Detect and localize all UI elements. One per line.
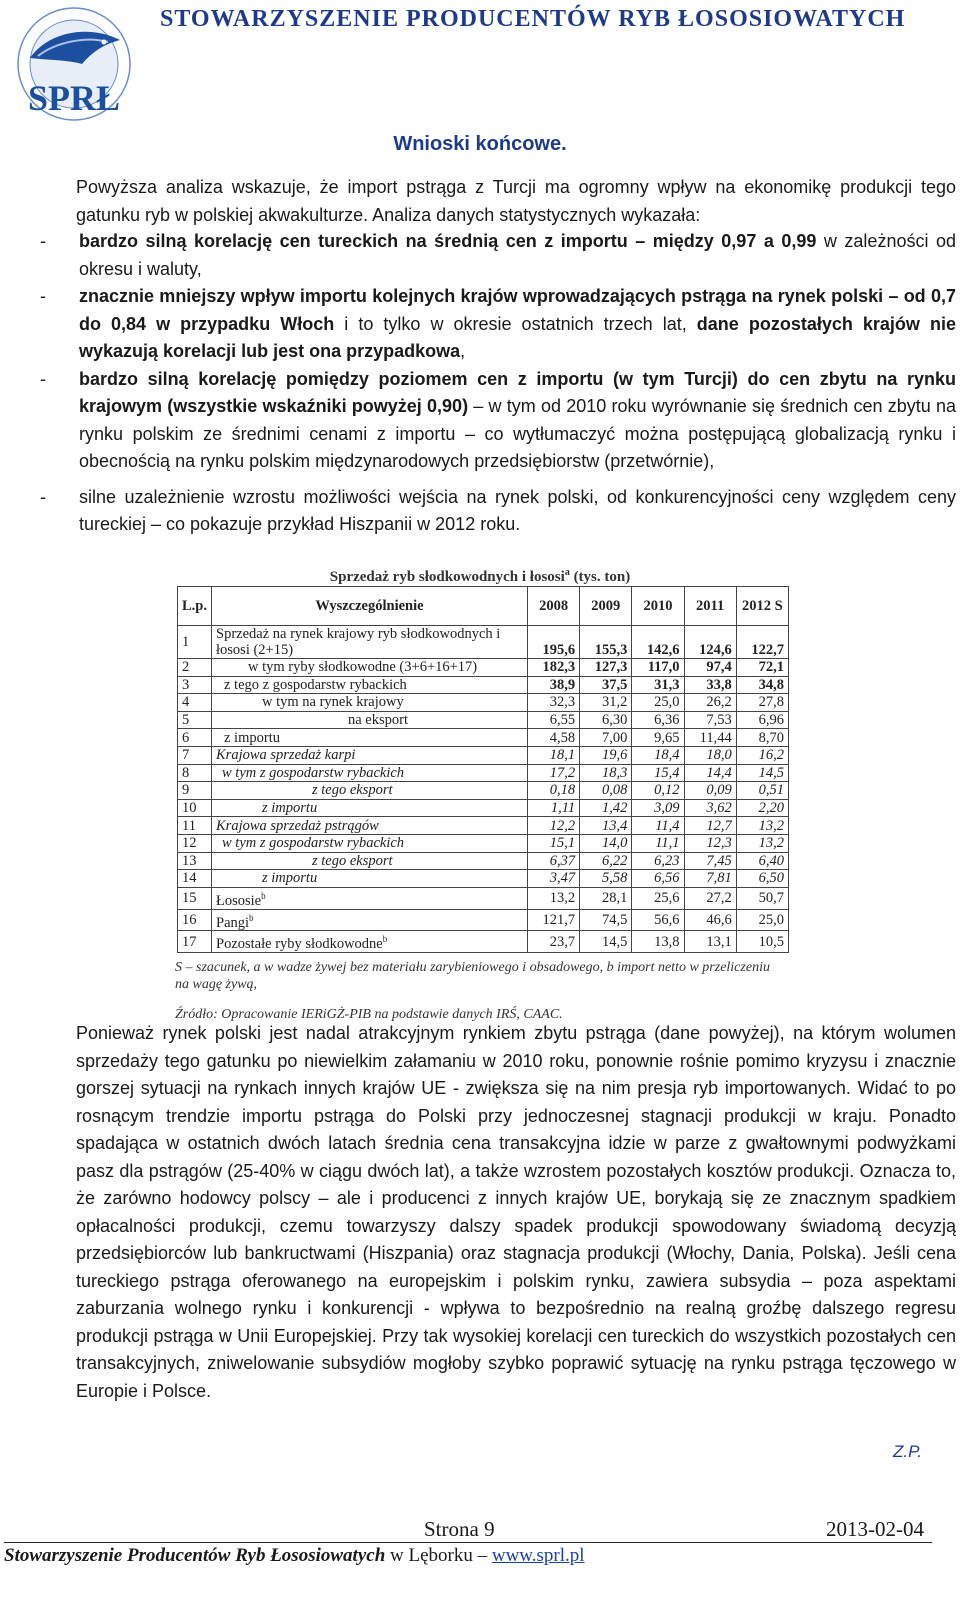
col-header: 2011 xyxy=(684,587,736,626)
table-cell: 14,5 xyxy=(580,931,632,953)
row-label: Krajowa sprzedaż karpi xyxy=(216,747,356,764)
table-row xyxy=(178,764,789,782)
table-cell: 0,09 xyxy=(684,782,736,800)
org-title: STOWARZYSZENIE PRODUCENTÓW RYB ŁOSOSIOWATYCH xyxy=(160,6,906,32)
table-row xyxy=(178,729,789,747)
table-cell: 12,3 xyxy=(684,834,736,852)
table-cell: 3,47 xyxy=(527,870,579,888)
bullet-dash: - xyxy=(40,368,46,389)
table-cell: 8,70 xyxy=(736,729,788,747)
row-description xyxy=(212,852,528,870)
table-cell: 11,1 xyxy=(632,834,684,852)
row-number: 3 xyxy=(178,676,212,694)
table-row xyxy=(178,817,789,835)
row-description xyxy=(212,764,528,782)
table-cell: 195,6 xyxy=(527,626,579,659)
table-body xyxy=(178,626,789,953)
text: , xyxy=(460,341,466,361)
table-cell: 38,9 xyxy=(527,676,579,694)
table-cell: 1,42 xyxy=(580,799,632,817)
row-label: na eksport xyxy=(348,712,408,729)
table-cell: 25,6 xyxy=(632,887,684,909)
table-row xyxy=(178,870,789,888)
table-cell: 31,2 xyxy=(580,694,632,712)
table-cell: 18,3 xyxy=(580,764,632,782)
table-cell: 31,3 xyxy=(632,676,684,694)
table-title-unit: (tys. ton) xyxy=(569,569,631,585)
text: w zależności od okresu i waluty, xyxy=(79,231,956,279)
row-number: 8 xyxy=(178,764,212,782)
row-number: 9 xyxy=(178,782,212,800)
table-cell: 19,6 xyxy=(580,746,632,764)
conclusion-paragraph xyxy=(4,1020,956,1405)
text: silne uzależnienie wzrostu możliwości wejścia na rynek polski, od konkurencyjności ceny względem ceny tureckiej – co pokazuje przykład Hiszpanii w 2012 roku. xyxy=(79,486,956,534)
table-cell: 12,7 xyxy=(684,817,736,835)
table-cell: 14,4 xyxy=(684,764,736,782)
page-number: Strona 9 xyxy=(424,1517,495,1541)
table-cell: 7,53 xyxy=(684,711,736,729)
text: – w tym od 2010 roku wyrównanie się średnich cen zbytu na rynku polskim ze średnimi cenami z importu – co wytłumaczyć można postępującą globalizacją rynku i obecnością na rynku polskim międzynarodowych przedsiębiorstw (przetwórnie), xyxy=(79,396,956,471)
intro-text: Powyższa analiza wskazuje, że import pstrąga z Turcji ma ogromny wpływ na ekonomikę produkcji tego gatunku ryb w polskiej akwakulturze. Analiza danych statystycznych wykazała: xyxy=(76,177,956,225)
table-cell: 13,2 xyxy=(736,834,788,852)
table-cell: 25,0 xyxy=(632,694,684,712)
row-number: 12 xyxy=(178,834,212,852)
table-cell: 6,22 xyxy=(580,852,632,870)
table-cell: 0,12 xyxy=(632,782,684,800)
table-row xyxy=(178,746,789,764)
footer-place: w Lęborku – xyxy=(385,1545,492,1566)
row-description xyxy=(212,887,528,909)
findings-list xyxy=(4,228,956,539)
table-title-text: Sprzedaż ryb słodkowodnych i łososi xyxy=(329,569,565,585)
table-cell: 6,40 xyxy=(736,852,788,870)
conclusion-text: Ponieważ rynek polski jest nadal atrakcyjnym rynkiem zbytu pstrąga (dane powyżej), na którym wolumen sprzedaży tego gatunku po niewielkim załamaniu w 2010 roku, ponownie rośnie pomimo kryzysu i znacznie gorszej sytuacji na rynkach innych krajów UE - zwiększa się na nim presja ryb importowanych. Widać to po rosnącym trendzie importu pstrąga do Polski przy jednoczesnej stagnacji produkcji w kraju. Ponadto spadająca w ostatnich dwóch latach średnia cena transakcyjna idzie w parze z gwałtownymi podwyżkami pasz dla pstrągów (25-40% w ciągu dwóch lat), a także wzrostem pozostałych kosztów produkcji. Oznacza to, że zarówno hodowcy polscy – ale i producenci z innych krajów UE, borykają się ze znacznym spadkiem opłacalności produkcji, czemu towarzyszy dalszy spadek produkcji spowodowany świadomą decyzją przedsiębiorców lub bankructwami (Hiszpania) oraz stagnacja produkcji (Włochy, Dania, Polska). Jeśli cena tureckiego pstrąga oferowanego na europejskim i polskim rynku, zawiera subsydia – poza aspektami zaburzania wolnego rynku i konkurencji - wpływa to bezpośrednio na realną groźbę dalszego regresu produkcji pstrąga w Unii Europejskiej. Przy tak wysokiej korelacji cen tureckich do wszystkich pozostałych cen transakcyjnych, zniwelowanie subsydiów mogłoby szybko poprawić sytuację na rynku pstrąga tęczowego w Europie i Polsce. xyxy=(76,1023,956,1401)
col-header: 2012 S xyxy=(736,587,788,626)
table-cell: 13,2 xyxy=(527,887,579,909)
table-cell: 7,00 xyxy=(580,729,632,747)
table-cell: 13,8 xyxy=(632,931,684,953)
table-cell: 3,62 xyxy=(684,799,736,817)
row-number: 14 xyxy=(178,870,212,888)
row-number: 17 xyxy=(178,931,212,953)
table-cell: 7,45 xyxy=(684,852,736,870)
table-cell: 124,6 xyxy=(684,626,736,659)
row-description xyxy=(212,799,528,817)
row-number: 5 xyxy=(178,711,212,729)
intro-paragraph xyxy=(4,174,956,229)
table-cell: 6,36 xyxy=(632,711,684,729)
table-row xyxy=(178,711,789,729)
list-item xyxy=(4,484,956,539)
table-cell: 6,56 xyxy=(632,870,684,888)
row-label: z tego z gospodarstw rybackich xyxy=(224,676,407,693)
table-notes: S – szacunek, a w wadze żywej bez materiału zarybieniowego i obsadowego, b import netto w przeliczeniu na wagę żywą, xyxy=(175,960,770,993)
list-item xyxy=(4,283,956,366)
table-cell: 74,5 xyxy=(580,909,632,931)
row-number: 10 xyxy=(178,799,212,817)
table-cell: 10,5 xyxy=(736,931,788,953)
logo-text: SPRŁ xyxy=(27,78,121,118)
row-description xyxy=(212,782,528,800)
table-cell: 13,2 xyxy=(736,817,788,835)
footer-link[interactable]: www.sprl.pl xyxy=(491,1545,585,1566)
row-description xyxy=(212,931,528,953)
col-header: 2009 xyxy=(580,587,632,626)
table-cell: 15,1 xyxy=(527,834,579,852)
table-cell: 7,81 xyxy=(684,870,736,888)
row-label: z tego eksport xyxy=(312,852,393,869)
table-cell: 15,4 xyxy=(632,764,684,782)
table-cell: 2,20 xyxy=(736,799,788,817)
table-row xyxy=(178,799,789,817)
table-row xyxy=(178,909,789,931)
text: i to tylko w okresie ostatnich trzech lat, xyxy=(334,313,697,334)
row-label: w tym ryby słodkowodne (3+6+16+17) xyxy=(248,659,478,676)
table-cell: 16,2 xyxy=(736,746,788,764)
footnote-marker: a xyxy=(564,567,570,578)
col-header: L.p. xyxy=(178,587,212,626)
table-cell: 13,4 xyxy=(580,817,632,835)
table-cell: 46,6 xyxy=(684,909,736,931)
row-description xyxy=(212,746,528,764)
table-cell: 18,0 xyxy=(684,746,736,764)
footnote-marker: b xyxy=(382,934,388,945)
table-cell: 34,8 xyxy=(736,676,788,694)
table-row xyxy=(178,626,789,659)
bold-text: bardzo silną korelację pomiędzy poziomem cen z importu (w tym Turcji) do cen zbytu na rynku krajowym (wszystkie wskaźniki powyżej 0,90) xyxy=(79,368,956,416)
list-item xyxy=(4,366,956,476)
row-label: w tym z gospodarstw rybackich xyxy=(222,835,405,852)
author-signature: Z.P. xyxy=(893,1442,922,1461)
col-header: Wyszczególnienie xyxy=(212,587,528,626)
row-number: 1 xyxy=(178,626,212,659)
table-cell: 5,58 xyxy=(580,870,632,888)
table-cell: 14,0 xyxy=(580,834,632,852)
table-cell: 6,30 xyxy=(580,711,632,729)
table-cell: 6,55 xyxy=(527,711,579,729)
table-cell: 27,2 xyxy=(684,887,736,909)
table-cell: 11,44 xyxy=(684,729,736,747)
row-label: z tego eksport xyxy=(312,782,393,799)
footer-divider xyxy=(4,1542,932,1543)
row-label: z importu xyxy=(262,800,318,817)
table-row xyxy=(178,659,789,677)
sales-table-figure xyxy=(175,560,795,1023)
row-description xyxy=(212,626,528,659)
table-cell: 50,7 xyxy=(736,887,788,909)
row-number: 7 xyxy=(178,746,212,764)
table-cell: 6,50 xyxy=(736,870,788,888)
table-row xyxy=(178,694,789,712)
table-row xyxy=(178,676,789,694)
sales-table xyxy=(177,586,789,953)
footer xyxy=(4,1545,585,1567)
row-label: Sprzedaż na rynek krajowy ryb słodkowodnych i łososi (2+15) xyxy=(216,626,501,658)
table-cell: 155,3 xyxy=(580,626,632,659)
bullet-dash: - xyxy=(40,286,46,306)
table-cell: 72,1 xyxy=(736,659,788,677)
col-header: 2010 xyxy=(632,587,684,626)
table-row xyxy=(178,852,789,870)
table-cell: 0,51 xyxy=(736,782,788,800)
table-cell: 18,4 xyxy=(632,746,684,764)
table-cell: 1,11 xyxy=(527,799,579,817)
table-cell: 0,08 xyxy=(580,782,632,800)
table-cell: 23,7 xyxy=(527,931,579,953)
row-label: z importu xyxy=(224,729,280,746)
bold-text: bardzo silną korelację cen tureckich na średnią cen z importu – między 0,97 a 0,99 xyxy=(79,231,817,251)
row-number: 11 xyxy=(178,817,212,835)
footnote-marker: b xyxy=(261,890,266,901)
table-cell: 6,96 xyxy=(736,711,788,729)
table-title xyxy=(165,560,795,586)
table-cell: 18,1 xyxy=(527,746,579,764)
row-number: 4 xyxy=(178,694,212,712)
table-cell: 117,0 xyxy=(632,659,684,677)
table-cell: 6,37 xyxy=(527,852,579,870)
col-header: 2008 xyxy=(527,587,579,626)
table-cell: 3,09 xyxy=(632,799,684,817)
row-label: Łososie xyxy=(216,892,262,909)
table-cell: 9,65 xyxy=(632,729,684,747)
table-row xyxy=(178,931,789,953)
row-description xyxy=(212,834,528,852)
document-date: 2013-02-04 xyxy=(826,1517,924,1541)
row-description xyxy=(212,694,528,712)
table-source: Źródło: Opracowanie IERiGŻ-PIB na podstawie danych IRŚ, CAAC. xyxy=(175,1007,563,1023)
row-number: 2 xyxy=(178,659,212,677)
sprl-logo-icon xyxy=(8,6,140,124)
table-cell: 17,2 xyxy=(527,764,579,782)
bullet-dash: - xyxy=(40,486,46,507)
table-cell: 6,23 xyxy=(632,852,684,870)
row-number: 15 xyxy=(178,887,212,909)
table-cell: 28,1 xyxy=(580,887,632,909)
row-description xyxy=(212,659,528,677)
bullet-dash: - xyxy=(40,231,46,251)
table-cell: 121,7 xyxy=(527,909,579,931)
row-label: Krajowa sprzedaż pstrągów xyxy=(216,817,379,834)
table-cell: 127,3 xyxy=(580,659,632,677)
section-heading: Wnioski końcowe. xyxy=(393,133,567,155)
row-label: Pozostałe ryby słodkowodne xyxy=(216,936,383,953)
row-description xyxy=(212,870,528,888)
table-cell: 182,3 xyxy=(527,659,579,677)
bold-text: znacznie mniejszy wpływ importu kolejnych krajów wprowadzających pstrąga na rynek polski – od 0,7 do 0,84 w przypadku Włoch xyxy=(79,286,956,334)
table-cell: 37,5 xyxy=(580,676,632,694)
list-item xyxy=(4,228,956,283)
row-label: w tym na rynek krajowy xyxy=(262,694,404,711)
table-cell: 142,6 xyxy=(632,626,684,659)
row-label: Pangi xyxy=(216,914,250,931)
row-description xyxy=(212,729,528,747)
table-cell: 14,5 xyxy=(736,764,788,782)
row-number: 6 xyxy=(178,729,212,747)
table-header-row xyxy=(178,587,789,626)
table-cell: 33,8 xyxy=(684,676,736,694)
table-row xyxy=(178,834,789,852)
row-description xyxy=(212,711,528,729)
table-cell: 4,58 xyxy=(527,729,579,747)
row-label: w tym z gospodarstw rybackich xyxy=(222,764,405,781)
footnote-marker: b xyxy=(249,912,254,923)
table-cell: 0,18 xyxy=(527,782,579,800)
table-cell: 26,2 xyxy=(684,694,736,712)
row-label: z importu xyxy=(262,870,318,887)
sprl-logo xyxy=(8,6,140,124)
footer-org: Stowarzyszenie Producentów Ryb Łososiowatych xyxy=(4,1545,386,1566)
table-cell: 32,3 xyxy=(527,694,579,712)
row-description xyxy=(212,817,528,835)
bold-text: dane pozostałych krajów nie wykazują korelacji lub jest ona przypadkowa xyxy=(79,313,956,361)
table-cell: 56,6 xyxy=(632,909,684,931)
table-cell: 97,4 xyxy=(684,659,736,677)
table-row xyxy=(178,887,789,909)
row-number: 13 xyxy=(178,852,212,870)
row-description xyxy=(212,909,528,931)
table-cell: 11,4 xyxy=(632,817,684,835)
table-cell: 122,7 xyxy=(736,626,788,659)
table-row xyxy=(178,782,789,800)
row-description xyxy=(212,676,528,694)
table-cell: 12,2 xyxy=(527,817,579,835)
table-cell: 13,1 xyxy=(684,931,736,953)
row-number: 16 xyxy=(178,909,212,931)
table-cell: 27,8 xyxy=(736,694,788,712)
table-cell: 25,0 xyxy=(736,909,788,931)
